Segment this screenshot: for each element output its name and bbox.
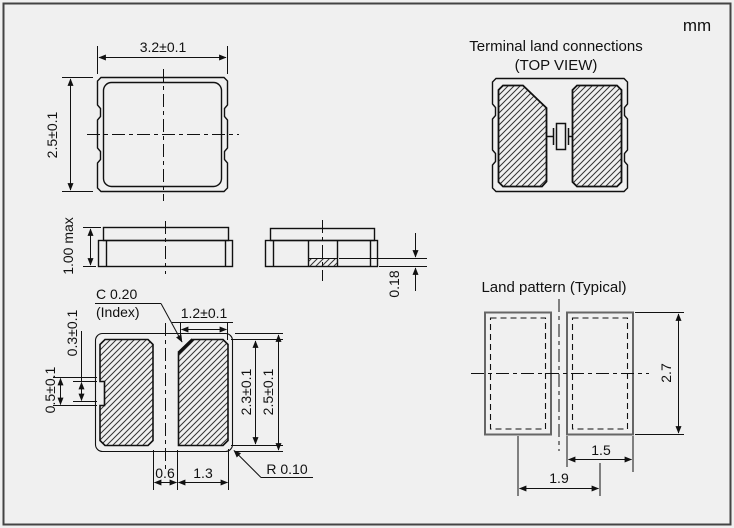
terminal-land-subtitle: (TOP VIEW) <box>514 57 598 74</box>
side-front-height-dim-label: 1.00 max <box>60 217 76 275</box>
top-view <box>62 46 239 201</box>
top-view-height-dim-label: 2.5±0.1 <box>44 111 60 159</box>
land-pad-height-dim-label: 2.7 <box>658 363 674 383</box>
land-pad-pitch-dim-label: 1.9 <box>549 470 569 486</box>
electrode-thickness-dim-label: 0.18 <box>386 270 402 298</box>
pad-length-dim-label: 2.3±0.1 <box>238 368 254 416</box>
land-pattern-title: Land pattern (Typical) <box>481 279 627 296</box>
castellation-inner-dim-label: 0.3±0.1 <box>64 309 80 357</box>
terminal-left-land <box>499 86 547 187</box>
pad-top-width-dim-label: 1.2±0.1 <box>180 305 228 321</box>
units-label: mm <box>682 16 712 35</box>
corner-radius-dim-label: R 0.10 <box>266 461 308 477</box>
crystal-symbol-icon <box>547 124 573 150</box>
top-view-width-dim-label: 3.2±0.1 <box>139 39 187 55</box>
electrode-thickness-dimension <box>339 233 427 291</box>
terminal-right-land <box>573 86 622 187</box>
land-pattern-centerlines <box>471 299 649 451</box>
index-note-label: (Index) <box>96 304 140 320</box>
pad-gap-dim-label: 0.6 <box>155 465 175 481</box>
bottom-view-right-pad <box>179 340 229 446</box>
land-pattern-view <box>471 299 684 496</box>
index-chamfer-dim-label: C 0.20 <box>96 286 138 302</box>
pad-bottom-width-dim-label: 1.3 <box>193 465 213 481</box>
castellation-outer-dim-label: 0.5±0.1 <box>42 366 58 414</box>
bottom-view-left-pad <box>100 340 153 446</box>
terminal-land-connections-view <box>493 79 628 192</box>
side-view-end <box>266 220 428 291</box>
land-pad-width-dim-label: 1.5 <box>591 442 611 458</box>
body-width-dim-label: 2.5±0.1 <box>260 368 276 416</box>
terminal-land-title: Terminal land connections <box>469 38 643 55</box>
top-view-centerlines <box>87 69 239 201</box>
side-view-front <box>83 221 233 274</box>
pad-top-width-dimension <box>172 323 233 341</box>
page-border <box>4 4 731 525</box>
